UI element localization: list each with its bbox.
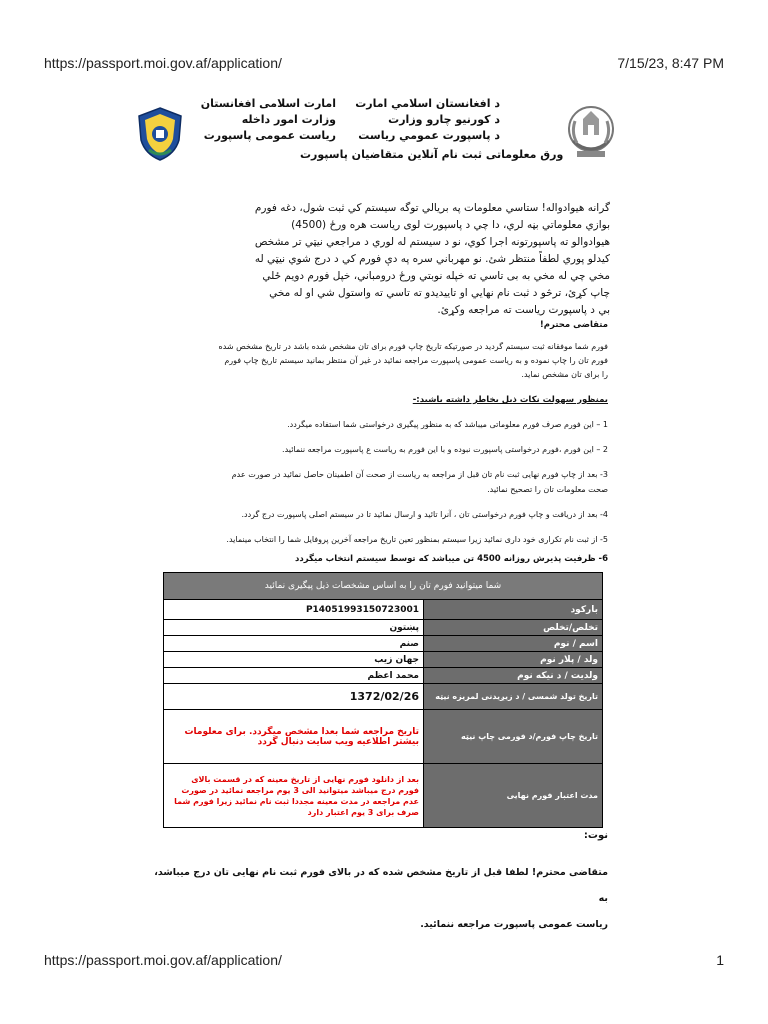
form-title: ورق معلوماتی ثبت نام آنلاین متقاضیان پاسپورت [300, 148, 564, 161]
table-row [164, 600, 603, 620]
print-date-value: تاریخ مراجعه شما بعدا مشخص میگردد. برای معلومات بیشتر اطلاعیه ویب سایت دنبال گردد [164, 710, 424, 764]
table-row [164, 684, 603, 710]
dari-intro-line: فورم شما موفقانه ثبت سیستم گردید در صورتیکه تاریخ چاپ فورم برای تان مشخص شده باشد در تاریخ مشخص شده [218, 342, 608, 351]
bottom-note [148, 860, 608, 938]
intro-pashto [240, 200, 610, 319]
dari-greeting: متقاضی محترم! [539, 320, 608, 330]
barcode-value: P14051993150723001 [164, 600, 424, 620]
print-date-label: تاریخ چاپ فورم/د فورمی چاپ نیټه [424, 710, 603, 764]
note-item-5: 5- از ثبت نام تکراری خود داری نمائید زیرا سیستم بمنظور تعین تاریخ مراجعه آخرین پروفایل شما را انتخاب مینماید. [226, 535, 608, 544]
table-row [164, 620, 603, 636]
print-header-url: https://passport.moi.gov.af/application/ [44, 55, 282, 71]
pashto-line-3: د پاسپورت عمومي ریاست [358, 129, 500, 142]
print-footer-page: 1 [716, 952, 724, 968]
dari-line-2: وزارت امور داخله [241, 113, 336, 126]
grandfather-name-value: محمد اعظم [164, 668, 424, 684]
dari-intro-line: فورم تان را چاپ نموده و به ریاست عمومی پاسپورت مراجعه نمائید در غیر آن منتظر بمانید سیستم تاریخ چاپ فورم [224, 356, 608, 365]
letterhead-dari [201, 96, 336, 144]
validity-label: مدت اعتبار فورم نهایی [424, 764, 603, 828]
dari-line-3: ریاست عمومی پاسپورت [203, 129, 336, 142]
note-item-6: 6- ظرفیت پذیرش روزانه 4500 تن میباشد که توسط سیستم انتخاب میگردد [295, 554, 608, 564]
intro-line: چاپ کړئ، ترڅو د ثبت نام نهایي او تاییدیدو ته تاسي ته واستول شي او له مخي [269, 287, 610, 299]
dari-line-1: امارت اسلامی افغانستان [200, 97, 336, 110]
bottom-note-line: متقاضی محترم! لطفا قبل از تاریخ مشخص شده که در بالای فورم ثبت نام نهایی تان درج میباشد، به [154, 867, 608, 904]
ministry-seal-icon [135, 106, 185, 162]
father-name-value: جهان زیب [164, 652, 424, 668]
birth-date-label: تاریخ تولد شمسی / د زیږیدنی لمریزه نیټه [424, 684, 603, 710]
intro-line: مخي چي له مخي به بی تاسي ته خپله نوبتي ورځ درومباني، خپل فورم دویم ځلي [262, 270, 610, 282]
pashto-line-2: د کورنیو چارو وزارت [388, 113, 500, 126]
print-footer-url: https://passport.moi.gov.af/application/ [44, 952, 282, 968]
intro-line: بوازي معلوماتي بڼه لري، دا چي د پاسپورت لوی ریاست هره ورځ (4500) [291, 219, 610, 231]
name-label: اسم / نوم [424, 636, 603, 652]
pashto-line-1: د افغانستان اسلامي امارت [355, 97, 500, 110]
name-value: صنم [164, 636, 424, 652]
note-item-2: 2 – این فورم ،فورم درخواستی پاسپورت نبوده و با این فورم به ریاست ع پاسپورت مراجعه ننمائید. [282, 445, 608, 454]
table-banner: شما میتوانید فورم تان را به اساس مشخصات ذیل پیگیری نمائید [164, 573, 603, 600]
note-item-4: 4- بعد از دریافت و چاپ فورم درخواستی تان ، آنرا تائید و ارسال نمائید تا در سیستم اصلی پاسپورت درج گردد. [241, 510, 608, 519]
notice-heading: بمنظور سهولت نکات ذیل بخاطر داشته باشید:- [412, 395, 608, 405]
note-item-1: 1 – این فورم صرف فورم معلوماتی میباشد که به منظور پیگیری درخواستی شما استفاده میگردد. [287, 420, 608, 429]
father-name-label: ولد / پلار نوم [424, 652, 603, 668]
table-row [164, 636, 603, 652]
letterhead-pashto [355, 96, 500, 144]
note-item-3-cont: صحت معلومات تان را تصحیح نمائید. [487, 485, 608, 494]
surname-label: تخلص/تخلص [424, 620, 603, 636]
table-row [164, 710, 603, 764]
barcode-label: بارکود [424, 600, 603, 620]
bottom-note-line: ریاست عمومی پاسپورت مراجعه ننمائید. [420, 919, 608, 930]
grandfather-name-label: ولدیت / د نیکه نوم [424, 668, 603, 684]
emirate-emblem-icon [563, 101, 619, 161]
intro-line: هیوادوالو ته پاسپورتونه اجرا کوي، نو د سیستم له لوري د مراجعي نیټي تر مشخص [254, 236, 610, 248]
dari-intro-line: را برای تان مشخص نماید. [521, 370, 608, 379]
intro-line: گرانه هیوادواله! ستاسي معلومات په بریالي توگه سیستم کي ثبت شول، دغه فورم [254, 202, 610, 214]
surname-value: پښتون [164, 620, 424, 636]
birth-date-value: 1372/02/26 [164, 684, 424, 710]
note-item-3: 3- بعد از چاپ فورم نهایی ثبت نام تان قبل از مراجعه به ریاست از صحت آن اطمینان حاصل نمائید در صورت عدم [231, 470, 608, 479]
bottom-note-label: نوت: [583, 830, 608, 841]
intro-line: کیدلو پوري لطفاً منتظر شئ. نو مهرباني سره په دې فورم کي د درج شوي نیټي له [254, 253, 610, 265]
form-info-table [163, 572, 603, 828]
table-row [164, 668, 603, 684]
intro-line: بي د پاسپورت ریاست ته مراجعه وکړئ. [437, 304, 610, 316]
validity-value: بعد از دانلود فورم نهایی از تاریخ معینه که در قسمت بالای فورم درج میباشد میتوانید الی 3 یوم مراجعه نمائید در صورت عدم مراجعه در مدت معینه مجددا ثبت نام نمائید زیرا فورم شما صرف برای 3 یوم اعتبار دارد [164, 764, 424, 828]
print-header-datetime: 7/15/23, 8:47 PM [617, 55, 724, 71]
table-row [164, 764, 603, 828]
table-row [164, 652, 603, 668]
dari-intro [158, 340, 608, 382]
